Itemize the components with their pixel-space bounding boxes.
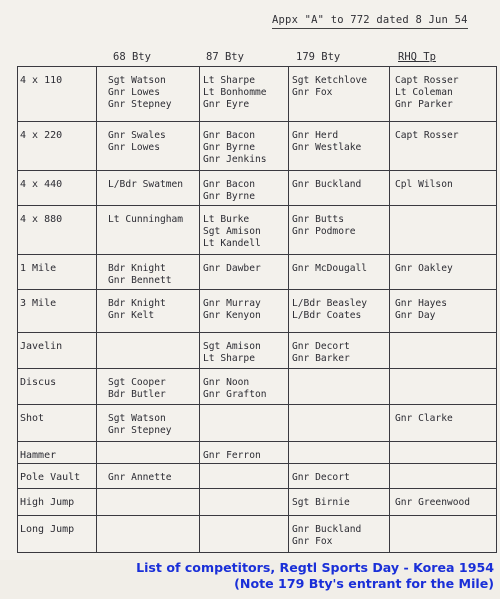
caption bbox=[136, 560, 494, 592]
competitor-cell bbox=[292, 75, 367, 99]
row-divider bbox=[17, 254, 497, 255]
competitor-name: Gnr Dawber bbox=[203, 263, 261, 274]
column-divider bbox=[199, 66, 200, 553]
competitor-name: Gnr Westlake bbox=[292, 142, 362, 154]
competitor-name: Lt Burke bbox=[203, 214, 250, 225]
row-divider bbox=[17, 170, 497, 171]
competitor-name: Lt Bonhomme bbox=[203, 87, 267, 99]
event-label: Hammer bbox=[20, 450, 57, 461]
competitor-name: Bdr Knight bbox=[108, 298, 166, 309]
competitor-name: Lt Cunningham bbox=[108, 214, 184, 225]
competitor-cell bbox=[292, 130, 361, 154]
competitor-name: Gnr Kenyon bbox=[203, 310, 261, 322]
competitor-cell bbox=[395, 130, 459, 142]
row-divider bbox=[17, 289, 497, 290]
heading-underline bbox=[272, 28, 468, 29]
competitor-cell bbox=[292, 214, 356, 238]
competitor-cell bbox=[203, 214, 261, 251]
competitor-name: Sgt Watson bbox=[108, 75, 166, 86]
column-header-179-bty: 179 Bty bbox=[296, 51, 341, 63]
column-divider bbox=[288, 66, 289, 553]
competitor-name: Gnr McDougall bbox=[292, 263, 368, 274]
event-label: 3 Mile bbox=[20, 298, 57, 309]
competitor-name: Gnr Greenwood bbox=[395, 497, 471, 508]
event-label: 1 Mile bbox=[20, 263, 57, 274]
competitor-name: Gnr Swales bbox=[108, 130, 166, 141]
competitor-name: Sgt Ketchlove bbox=[292, 75, 368, 86]
competitor-name: Gnr Decort bbox=[292, 472, 350, 483]
competitor-name: Gnr Byrne bbox=[203, 191, 255, 203]
event-label: Shot bbox=[20, 413, 45, 424]
competitor-cell bbox=[203, 75, 267, 112]
competitor-cell bbox=[292, 298, 367, 322]
competitor-cell bbox=[203, 263, 261, 275]
competitor-name: Gnr Bacon bbox=[203, 130, 255, 141]
row-divider bbox=[17, 463, 497, 464]
competitor-name: Cpl Wilson bbox=[395, 179, 453, 190]
competitor-name: Gnr Jenkins bbox=[203, 154, 267, 166]
competitor-name: Gnr Bennett bbox=[108, 275, 172, 287]
competitor-cell bbox=[108, 179, 183, 191]
caption-line-1: List of competitors, Regtl Sports Day - Korea 1954 bbox=[136, 560, 494, 575]
competitor-cell bbox=[395, 179, 453, 191]
competitor-cell bbox=[108, 377, 166, 401]
column-header-rhq-tp: RHQ Tp bbox=[398, 51, 436, 63]
competitor-cell bbox=[203, 179, 255, 203]
competitor-name: Gnr Barker bbox=[292, 353, 350, 365]
event-label: 4 x 880 bbox=[20, 214, 63, 225]
competitor-name: Gnr Oakley bbox=[395, 263, 453, 274]
competitor-name: Gnr Butts bbox=[292, 214, 344, 225]
competitor-cell bbox=[108, 214, 183, 226]
competitor-name: Gnr Hayes bbox=[395, 298, 447, 309]
competitor-cell bbox=[395, 75, 459, 112]
competitor-cell bbox=[292, 472, 350, 484]
competitor-name: Bdr Knight bbox=[108, 263, 166, 274]
competitor-name: Gnr Annette bbox=[108, 472, 172, 483]
competitor-cell bbox=[108, 413, 172, 437]
competitor-name: L/Bdr Swatmen bbox=[108, 179, 184, 190]
competitor-cell bbox=[203, 377, 267, 401]
competitor-name: Gnr Grafton bbox=[203, 389, 267, 401]
competitor-name: Capt Rosser bbox=[395, 75, 459, 86]
competitor-name: Gnr Lowes bbox=[108, 87, 160, 99]
event-label: Pole Vault bbox=[20, 472, 81, 483]
competitor-cell bbox=[292, 263, 367, 275]
competitor-name: Lt Coleman bbox=[395, 87, 453, 99]
row-divider bbox=[17, 121, 497, 122]
competitor-name: Gnr Bacon bbox=[203, 179, 255, 190]
competitor-name: Gnr Kelt bbox=[108, 310, 155, 322]
competitor-cell bbox=[292, 524, 361, 548]
row-divider bbox=[17, 332, 497, 333]
competitor-name: Gnr Byrne bbox=[203, 142, 255, 154]
competitor-name: Gnr Decort bbox=[292, 341, 350, 352]
competitor-cell bbox=[203, 341, 261, 365]
competitor-name: Gnr Stepney bbox=[108, 425, 172, 437]
event-label: Long Jump bbox=[20, 524, 75, 535]
competitor-cell bbox=[395, 298, 447, 322]
event-label: High Jump bbox=[20, 497, 75, 508]
competitor-name: Gnr Stepney bbox=[108, 99, 172, 111]
event-label: 4 x 110 bbox=[20, 75, 63, 86]
competitor-name: Sgt Cooper bbox=[108, 377, 166, 388]
caption-line-2: (Note 179 Bty's entrant for the Mile) bbox=[234, 576, 494, 591]
competitor-name: Gnr Buckland bbox=[292, 179, 362, 190]
competitor-cell bbox=[203, 298, 261, 322]
competitor-name: Gnr Lowes bbox=[108, 142, 160, 154]
competitor-cell bbox=[108, 298, 166, 322]
competitor-name: Gnr Podmore bbox=[292, 226, 356, 238]
event-label: 4 x 440 bbox=[20, 179, 63, 190]
competitor-name: Lt Kandell bbox=[203, 238, 261, 250]
column-header-87-bty: 87 Bty bbox=[206, 51, 244, 63]
event-label: Javelin bbox=[20, 341, 63, 352]
competitor-name: Gnr Noon bbox=[203, 377, 250, 388]
competitor-name: Sgt Watson bbox=[108, 413, 166, 424]
competitor-cell bbox=[395, 413, 453, 425]
competitor-name: Gnr Herd bbox=[292, 130, 339, 141]
column-header-68-bty: 68 Bty bbox=[113, 51, 151, 63]
competitor-cell bbox=[108, 472, 172, 484]
competitor-name: Lt Sharpe bbox=[203, 353, 255, 365]
competitor-name: Gnr Eyre bbox=[203, 99, 250, 111]
competitor-name: Lt Sharpe bbox=[203, 75, 255, 86]
appendix-heading: Appx "A" to 772 dated 8 Jun 54 bbox=[272, 14, 468, 26]
competitor-name: Sgt Birnie bbox=[292, 497, 350, 508]
competitor-cell bbox=[203, 450, 261, 462]
competitor-name: Gnr Fox bbox=[292, 87, 333, 99]
competitor-cell bbox=[395, 497, 470, 509]
competitor-name: Sgt Amison bbox=[203, 341, 261, 352]
column-divider bbox=[96, 66, 97, 553]
competitor-name: Gnr Parker bbox=[395, 99, 453, 111]
row-divider bbox=[17, 368, 497, 369]
competitor-name: Gnr Day bbox=[395, 310, 436, 322]
competitor-name: Gnr Fox bbox=[292, 536, 333, 548]
competitor-name: Bdr Butler bbox=[108, 389, 166, 401]
competitor-name: Gnr Murray bbox=[203, 298, 261, 309]
competitor-cell bbox=[203, 130, 267, 167]
competitor-cell bbox=[108, 130, 166, 154]
event-label: Discus bbox=[20, 377, 57, 388]
competitor-cell bbox=[108, 75, 172, 112]
competitor-name: L/Bdr Coates bbox=[292, 310, 362, 322]
competitor-name: Sgt Amison bbox=[203, 226, 261, 238]
competitor-cell bbox=[395, 263, 453, 275]
row-divider bbox=[17, 488, 497, 489]
competitor-name: Gnr Buckland bbox=[292, 524, 362, 535]
row-divider bbox=[17, 441, 497, 442]
row-divider bbox=[17, 404, 497, 405]
event-label: 4 x 220 bbox=[20, 130, 63, 141]
competitor-name: Gnr Clarke bbox=[395, 413, 453, 424]
row-divider bbox=[17, 515, 497, 516]
competitor-cell bbox=[292, 497, 350, 509]
competitor-name: L/Bdr Beasley bbox=[292, 298, 368, 309]
competitor-name: Capt Rosser bbox=[395, 130, 459, 141]
competitor-cell bbox=[108, 263, 172, 287]
competitor-cell bbox=[292, 341, 350, 365]
competitor-cell bbox=[292, 179, 361, 191]
competitor-name: Gnr Ferron bbox=[203, 450, 261, 461]
column-divider bbox=[389, 66, 390, 553]
row-divider bbox=[17, 205, 497, 206]
